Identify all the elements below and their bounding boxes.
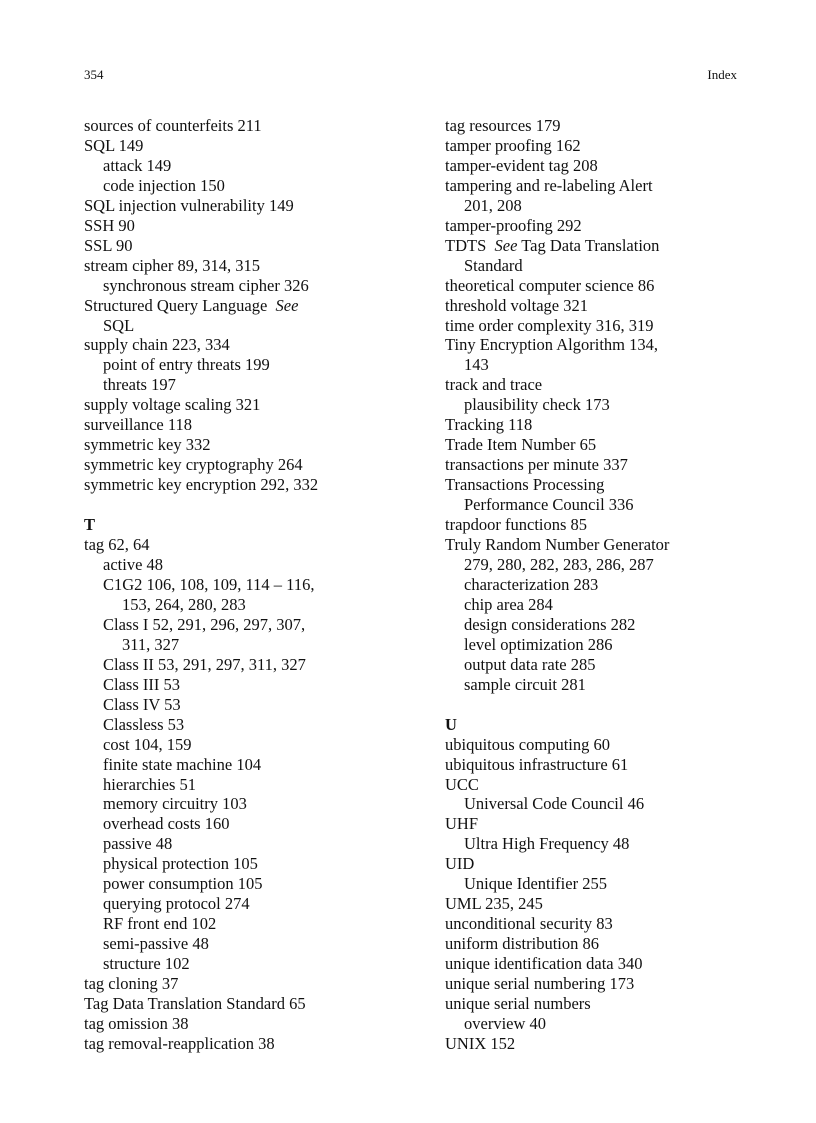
index-subentry: finite state machine 104 [103,754,262,774]
index-entry: surveillance 118 [84,415,192,435]
index-subentry: passive 48 [103,834,173,854]
entry-continuation: 279, 280, 282, 283, 286, 287 [464,554,654,574]
index-subentry: power consumption 105 [103,874,263,894]
index-entry: transactions per minute 337 [445,455,628,475]
index-subentry: output data rate 285 [464,654,596,674]
index-column-left [84,116,414,1054]
index-subentry [84,615,414,655]
index-entry: uniform distribution 86 [445,934,599,954]
see-reference: See [275,295,299,315]
subentry-continuation: 311, 327 [122,634,180,654]
running-head: Index [707,67,737,82]
index-entry: UID [445,854,475,874]
index-entry: tamper proofing 162 [445,135,581,155]
index-subentry: sample circuit 281 [464,674,586,694]
index-entry: Tracking 118 [445,415,533,435]
index-entry: theoretical computer science 86 [445,275,655,295]
index-entry: tamper-proofing 292 [445,215,582,235]
index-entry: tag removal-reapplication 38 [84,1033,275,1053]
see-target-continuation: Standard [464,255,523,275]
index-entry: unique serial numbering 173 [445,974,635,994]
index-subentry: structure 102 [103,954,190,974]
index-subentry: RF front end 102 [103,914,217,934]
index-entry: unconditional security 83 [445,914,613,934]
index-subentry: overhead costs 160 [103,814,230,834]
index-subentry: overview 40 [464,1013,547,1033]
section-letter-u: U [445,714,457,734]
index-entry: stream cipher 89, 314, 315 [84,255,260,275]
index-entry: supply chain 223, 334 [84,335,230,355]
index-subentry: Ultra High Frequency 48 [464,834,630,854]
see-target: SQL [103,315,135,335]
index-entry: symmetric key cryptography 264 [84,455,303,475]
index-subentry: Universal Code Council 46 [464,794,645,814]
index-subentry: plausibility check 173 [464,395,610,415]
index-entry [445,176,745,216]
entry-term: Truly Random Number Generator [445,535,670,555]
index-subentry: memory circuitry 103 [103,794,247,814]
see-target: Tag Data Translation [521,235,660,255]
index-entry: symmetric key encryption 292, 332 [84,475,319,495]
index-entry: threshold voltage 321 [445,295,588,315]
index-subentry: characterization 283 [464,574,599,594]
entry-continuation: Performance Council 336 [464,495,634,515]
index-entry: SSL 90 [84,235,133,255]
index-subentry: Class III 53 [103,674,180,694]
index-subentry: chip area 284 [464,594,553,614]
page-number: 354 [84,67,104,82]
index-entry: UHF [445,814,479,834]
index-entry: tamper-evident tag 208 [445,155,598,175]
index-subentry: physical protection 105 [103,854,258,874]
entry-continuation: 201, 208 [464,195,522,215]
index-entry: UCC [445,774,479,794]
index-subentry: code injection 150 [103,175,225,195]
index-subentry: design considerations 282 [464,614,636,634]
index-entry: UML 235, 245 [445,894,543,914]
index-entry: track and trace [445,375,543,395]
index-entry: symmetric key 332 [84,435,211,455]
index-entry [84,296,414,336]
index-entry: unique serial numbers [445,993,591,1013]
index-subentry: synchronous stream cipher 326 [103,275,309,295]
index-entry: SSH 90 [84,215,135,235]
section-letter-t: T [84,515,96,535]
index-entry: UNIX 152 [445,1033,516,1053]
index-subentry: querying protocol 274 [103,894,250,914]
index-subentry [84,575,414,615]
index-column-right [445,116,745,1054]
index-entry: unique identification data 340 [445,954,643,974]
index-entry: SQL injection vulnerability 149 [84,195,294,215]
index-subentry: active 48 [103,555,164,575]
index-subentry: Class II 53, 291, 297, 311, 327 [103,654,306,674]
index-entry: tag resources 179 [445,116,561,135]
index-entry: tag omission 38 [84,1013,189,1033]
index-entry [445,335,745,375]
index-entry [445,535,745,575]
index-entry: SQL 149 [84,135,144,155]
index-entry: tag cloning 37 [84,974,179,994]
index-subentry: level optimization 286 [464,634,613,654]
index-subentry: Classless 53 [103,714,185,734]
index-entry [445,475,745,515]
index-entry: trapdoor functions 85 [445,515,588,535]
subentry-text: C1G2 106, 108, 109, 114 – 116, [103,574,315,594]
index-subentry: cost 104, 159 [103,734,192,754]
index-entry: time order complexity 316, 319 [445,315,654,335]
entry-continuation: 143 [464,355,489,375]
index-subentry: Unique Identifier 255 [464,874,607,894]
index-subentry: attack 149 [103,155,172,175]
see-reference: See [494,235,518,255]
subentry-text: Class I 52, 291, 296, 297, 307, [103,614,306,634]
index-entry: supply voltage scaling 321 [84,395,261,415]
index-entry: ubiquitous computing 60 [445,734,610,754]
index-entry [445,236,745,276]
index-subentry: hierarchies 51 [103,774,196,794]
subentry-continuation: 153, 264, 280, 283 [122,594,246,614]
index-entry: Tag Data Translation Standard 65 [84,993,306,1013]
index-entry: Trade Item Number 65 [445,435,597,455]
entry-term: TDTS [445,235,487,255]
entry-term: Structured Query Language [84,295,268,315]
index-subentry: Class IV 53 [103,694,181,714]
index-entry: ubiquitous infrastructure 61 [445,754,629,774]
entry-term: tampering and re-labeling Alert [445,175,653,195]
index-subentry: threats 197 [103,375,176,395]
entry-term: Tiny Encryption Algorithm 134, [445,335,658,355]
index-entry: tag 62, 64 [84,535,150,555]
entry-term: Transactions Processing [445,475,605,495]
index-entry: sources of counterfeits 211 [84,116,262,135]
index-subentry: semi-passive 48 [103,934,209,954]
index-subentry: point of entry threats 199 [103,355,270,375]
